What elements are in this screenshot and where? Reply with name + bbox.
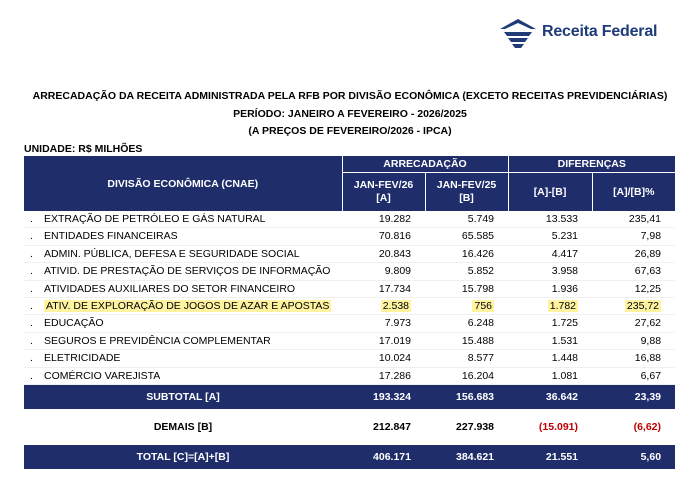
subtotal-a: 193.324 bbox=[342, 385, 425, 410]
row-label-cell bbox=[24, 298, 342, 315]
table-row bbox=[24, 263, 675, 280]
table-row bbox=[24, 367, 675, 384]
row-value-pct bbox=[592, 298, 675, 315]
demais-row bbox=[24, 415, 675, 439]
header-col-a bbox=[342, 173, 425, 212]
table-row bbox=[24, 350, 675, 367]
row-value-pct: 7,98 bbox=[592, 228, 675, 245]
report-title bbox=[0, 88, 700, 141]
row-value-a bbox=[342, 298, 425, 315]
row-value-pct: 27,62 bbox=[592, 315, 675, 332]
row-label: SEGUROS E PREVIDÊNCIA COMPLEMENTAR bbox=[44, 334, 271, 347]
row-bullet: . bbox=[30, 369, 33, 382]
row-bullet: . bbox=[30, 334, 33, 347]
row-bullet: . bbox=[30, 300, 33, 313]
row-label-cell bbox=[24, 332, 342, 349]
table-row bbox=[24, 280, 675, 297]
row-value-a: 10.024 bbox=[342, 350, 425, 367]
unit-label: UNIDADE: R$ MILHÕES bbox=[24, 143, 143, 155]
row-value-pct-value: 235,72 bbox=[626, 300, 660, 313]
row-value-a: 17.734 bbox=[342, 280, 425, 297]
revenue-table bbox=[24, 156, 675, 469]
header-group-diferencas: DIFERENÇAS bbox=[508, 156, 675, 173]
table-row bbox=[24, 332, 675, 349]
row-label-cell bbox=[24, 263, 342, 280]
row-bullet: . bbox=[30, 265, 33, 278]
header-group-arrecadacao: ARRECADAÇÃO bbox=[342, 156, 508, 173]
total-diff: 21.551 bbox=[508, 445, 592, 469]
demais-pct: (6,62) bbox=[633, 421, 662, 434]
row-value-diff: 13.533 bbox=[508, 211, 592, 228]
row-label: EXTRAÇÃO DE PETRÓLEO E GÁS NATURAL bbox=[44, 213, 266, 225]
row-value-diff-value: 1.782 bbox=[549, 300, 577, 313]
row-value-diff: 1.531 bbox=[508, 332, 592, 349]
table-row bbox=[24, 228, 675, 245]
row-value-b: 65.585 bbox=[425, 228, 508, 245]
row-label: ENTIDADES FINANCEIRAS bbox=[44, 230, 178, 243]
row-value-a: 17.286 bbox=[342, 367, 425, 384]
row-label-cell bbox=[24, 228, 342, 245]
row-value-pct: 16,88 bbox=[592, 350, 675, 367]
demais-diff: (15.091) bbox=[538, 421, 579, 434]
header-division: DIVISÃO ECONÔMICA (CNAE) bbox=[24, 156, 342, 211]
row-value-b: 15.798 bbox=[425, 280, 508, 297]
row-value-a: 17.019 bbox=[342, 332, 425, 349]
row-label-cell bbox=[24, 350, 342, 367]
title-line-3: (A PREÇOS DE FEVEREIRO/2026 - IPCA) bbox=[248, 125, 452, 137]
table-row bbox=[24, 245, 675, 262]
row-value-pct: 12,25 bbox=[592, 280, 675, 297]
demais-label: DEMAIS [B] bbox=[153, 421, 213, 434]
row-bullet: . bbox=[30, 352, 33, 365]
demais-a: 212.847 bbox=[373, 421, 411, 434]
row-value-b bbox=[425, 298, 508, 315]
table-row bbox=[24, 211, 675, 228]
brand-name: Receita Federal bbox=[542, 23, 658, 40]
subtotal-label: SUBTOTAL [A] bbox=[24, 385, 342, 410]
row-value-diff bbox=[508, 298, 592, 315]
row-label: ATIVID. DE PRESTAÇÃO DE SERVIÇOS DE INFORMAÇÃO bbox=[44, 265, 331, 278]
total-a: 406.171 bbox=[342, 445, 425, 469]
row-value-diff: 1.936 bbox=[508, 280, 592, 297]
row-label: ATIV. DE EXPLORAÇÃO DE JOGOS DE AZAR E APOSTAS bbox=[46, 300, 330, 313]
row-value-pct: 26,89 bbox=[592, 245, 675, 262]
row-value-b: 5.852 bbox=[425, 263, 508, 280]
row-value-pct: 9,88 bbox=[592, 332, 675, 349]
receita-federal-logo-icon bbox=[498, 15, 538, 49]
row-value-diff: 4.417 bbox=[508, 245, 592, 262]
row-bullet: . bbox=[30, 230, 33, 243]
total-b: 384.621 bbox=[425, 445, 508, 469]
row-value-b: 15.488 bbox=[425, 332, 508, 349]
row-value-a-value: 2.538 bbox=[382, 300, 409, 313]
table-row bbox=[24, 298, 675, 315]
header-col-pct: [A]/[B]% bbox=[592, 173, 675, 212]
row-bullet: . bbox=[30, 317, 33, 330]
row-label-cell bbox=[24, 315, 342, 332]
header-col-a-tag: [A] bbox=[376, 192, 391, 204]
row-label-cell bbox=[24, 211, 342, 228]
title-line-1: ARRECADAÇÃO DA RECEITA ADMINISTRADA PELA RFB POR DIVISÃO ECONÔMICA (EXCETO RECEITAS PREVIDENCIÁRIAS) bbox=[32, 90, 668, 102]
row-value-a: 70.816 bbox=[342, 228, 425, 245]
subtotal-b: 156.683 bbox=[425, 385, 508, 410]
subtotal-diff: 36.642 bbox=[508, 385, 592, 410]
row-label-cell bbox=[24, 367, 342, 384]
row-value-diff: 5.231 bbox=[508, 228, 592, 245]
total-pct: 5,60 bbox=[592, 445, 675, 469]
table-row bbox=[24, 315, 675, 332]
row-value-b: 16.426 bbox=[425, 245, 508, 262]
row-value-diff: 1.725 bbox=[508, 315, 592, 332]
row-bullet: . bbox=[30, 282, 33, 295]
row-label: ELETRICIDADE bbox=[44, 352, 121, 365]
header-col-diff: [A]-[B] bbox=[508, 173, 592, 212]
row-value-pct: 6,67 bbox=[592, 367, 675, 384]
row-value-b: 8.577 bbox=[425, 350, 508, 367]
total-label: TOTAL [C]=[A]+[B] bbox=[24, 445, 342, 469]
row-value-pct: 235,41 bbox=[592, 211, 675, 228]
row-value-diff: 1.448 bbox=[508, 350, 592, 367]
header-col-a-period: JAN-FEV/26 bbox=[353, 179, 414, 191]
row-value-b: 5.749 bbox=[425, 211, 508, 228]
row-bullet: . bbox=[30, 213, 33, 225]
header-col-b bbox=[425, 173, 508, 212]
row-bullet: . bbox=[30, 247, 33, 260]
row-value-b: 6.248 bbox=[425, 315, 508, 332]
title-line-2: PERÍODO: JANEIRO A FEVEREIRO - 2026/2025 bbox=[233, 107, 467, 120]
row-value-b: 16.204 bbox=[425, 367, 508, 384]
header-col-b-period: JAN-FEV/25 bbox=[436, 179, 497, 191]
row-value-pct: 67,63 bbox=[592, 263, 675, 280]
row-label: EDUCAÇÃO bbox=[44, 317, 104, 330]
row-label-cell bbox=[24, 280, 342, 297]
receita-federal-logo bbox=[498, 14, 657, 50]
row-value-a: 7.973 bbox=[342, 315, 425, 332]
row-value-diff: 3.958 bbox=[508, 263, 592, 280]
row-label: COMÉRCIO VAREJISTA bbox=[44, 369, 161, 382]
row-value-a: 19.282 bbox=[342, 211, 425, 228]
row-label: ADMIN. PÚBLICA, DEFESA E SEGURIDADE SOCIAL bbox=[44, 247, 300, 260]
row-value-diff: 1.081 bbox=[508, 367, 592, 384]
demais-b: 227.938 bbox=[456, 421, 495, 434]
subtotal-pct: 23,39 bbox=[592, 385, 675, 410]
header-col-b-tag: [B] bbox=[459, 192, 474, 204]
row-value-a: 20.843 bbox=[342, 245, 425, 262]
row-value-a: 9.809 bbox=[342, 263, 425, 280]
row-label-cell bbox=[24, 245, 342, 262]
row-value-b-value: 756 bbox=[474, 300, 493, 313]
total-row bbox=[24, 445, 675, 469]
row-label: ATIVIDADES AUXILIARES DO SETOR FINANCEIRO bbox=[44, 282, 296, 295]
subtotal-row bbox=[24, 385, 675, 410]
